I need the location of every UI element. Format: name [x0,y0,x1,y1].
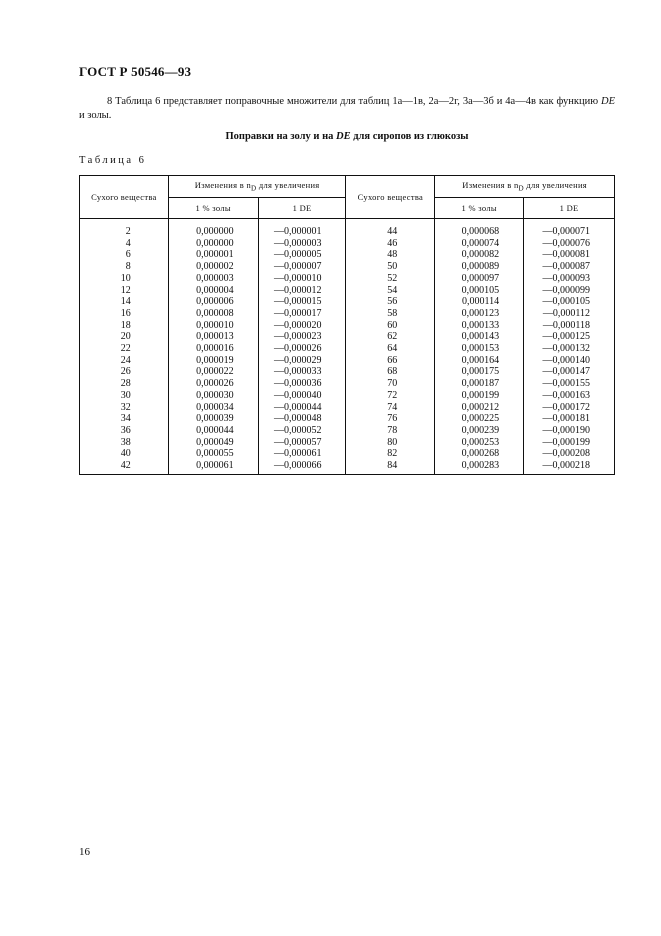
header-change-left [168,176,346,198]
table-cell: 34 [80,413,169,425]
table-cell: 14 [80,296,169,308]
table-cell: —0,000118 [524,320,615,332]
header-change-right [435,176,615,198]
table-cell: —0,000208 [524,448,615,460]
table-cell: 0,000030 [168,390,258,402]
table-cell: 58 [346,308,435,320]
table-cell: 78 [346,425,435,437]
corrections-table [79,175,615,475]
table-cell: 0,000026 [168,378,258,390]
table-row [80,413,615,425]
header-change-tail: для увеличения [256,180,320,191]
table-caption [79,131,615,142]
caption-text: Поправки на золу и на [225,131,337,142]
table-cell: 82 [346,448,435,460]
table-cell: 6 [80,249,169,261]
table-cell: 72 [346,390,435,402]
table-cell: 12 [80,285,169,297]
table-cell: 0,000199 [435,390,524,402]
table-cell: 50 [346,261,435,273]
table-cell: —0,000012 [258,285,346,297]
table-cell: 62 [346,331,435,343]
table-cell: —0,000199 [524,437,615,449]
table-row [80,238,615,250]
table-cell: —0,000105 [524,296,615,308]
table-cell: 0,000082 [435,249,524,261]
table-cell: —0,000071 [524,219,615,238]
header-change-tail: для увеличения [523,180,588,191]
table-cell: 42 [80,460,169,474]
caption-tail: для сиропов из глюкозы [350,131,469,142]
table-cell: 0,000114 [435,296,524,308]
table-cell: 0,000013 [168,331,258,343]
table-row [80,273,615,285]
table-cell: —0,000218 [524,460,615,474]
table-cell: 52 [346,273,435,285]
table-cell: 32 [80,402,169,414]
table-cell: 0,000187 [435,378,524,390]
table-cell: 0,000175 [435,366,524,378]
table-cell: 0,000153 [435,343,524,355]
table-cell: —0,000010 [258,273,346,285]
table-cell: —0,000132 [524,343,615,355]
table-cell: —0,000023 [258,331,346,343]
table-cell: 18 [80,320,169,332]
table-cell: 40 [80,448,169,460]
table-row [80,320,615,332]
table-cell: 0,000283 [435,460,524,474]
table-cell: —0,000155 [524,378,615,390]
table-cell: —0,000003 [258,238,346,250]
header-change-text: Изменения в n [462,180,519,191]
table-cell: 60 [346,320,435,332]
table-cell: 0,000039 [168,413,258,425]
table-cell: 0,000022 [168,366,258,378]
table-cell: —0,000066 [258,460,346,474]
table-cell: 8 [80,261,169,273]
table-cell: —0,000099 [524,285,615,297]
table-row [80,219,615,238]
table-row [80,261,615,273]
table-cell: —0,000017 [258,308,346,320]
header-change-text: Изменения в n [194,180,252,191]
table-cell: 70 [346,378,435,390]
table-row [80,331,615,343]
subheader-de-left: 1 DE [258,198,346,219]
table-row [80,308,615,320]
table-cell: 66 [346,355,435,367]
table-cell: —0,000163 [524,390,615,402]
table-cell: 0,000016 [168,343,258,355]
table-cell: —0,000036 [258,378,346,390]
table-cell: 0,000225 [435,413,524,425]
table-cell: 0,000133 [435,320,524,332]
table-cell: 28 [80,378,169,390]
table-cell: 4 [80,238,169,250]
table-cell: —0,000147 [524,366,615,378]
table-cell: 30 [80,390,169,402]
table-cell: —0,000093 [524,273,615,285]
table-cell: —0,000052 [258,425,346,437]
table-cell: 16 [80,308,169,320]
table-cell: 0,000123 [435,308,524,320]
table-cell: 0,000143 [435,331,524,343]
table-cell: 0,000006 [168,296,258,308]
subheader-de-right: 1 DE [524,198,615,219]
table-cell: 74 [346,402,435,414]
table-cell: 84 [346,460,435,474]
table-cell: 26 [80,366,169,378]
table-cell: 0,000044 [168,425,258,437]
header-change-sub: D [251,184,257,193]
table-body [80,219,615,475]
header-change-sub: D [518,184,524,193]
table-cell: —0,000112 [524,308,615,320]
table-cell: 0,000097 [435,273,524,285]
caption-italic: DE [336,131,351,142]
table-cell: 0,000089 [435,261,524,273]
table-cell: 0,000061 [168,460,258,474]
table-cell: 0,000212 [435,402,524,414]
table-cell: 36 [80,425,169,437]
table-cell: 44 [346,219,435,238]
table-row [80,296,615,308]
table-cell: —0,000057 [258,437,346,449]
table-row [80,343,615,355]
table-row [80,366,615,378]
table-cell: —0,000007 [258,261,346,273]
table-cell: 64 [346,343,435,355]
table-cell: —0,000026 [258,343,346,355]
table-cell: 10 [80,273,169,285]
table-cell: 0,000074 [435,238,524,250]
table-row [80,390,615,402]
table-cell: —0,000061 [258,448,346,460]
table-cell: —0,000020 [258,320,346,332]
subheader-ash-left: 1 % золы [168,198,258,219]
table-row [80,437,615,449]
table-cell: —0,000044 [258,402,346,414]
table-cell: —0,000087 [524,261,615,273]
table-cell: —0,000190 [524,425,615,437]
table-cell: 2 [80,219,169,238]
table-row [80,285,615,297]
table-cell: —0,000005 [258,249,346,261]
table-cell: 0,000253 [435,437,524,449]
table-cell: 0,000164 [435,355,524,367]
header-dry-matter-right: Сухого вещества [346,176,435,219]
paragraph-8 [79,95,615,123]
table-cell: —0,000040 [258,390,346,402]
table-row [80,378,615,390]
table-cell: 0,000000 [168,238,258,250]
table-cell: —0,000181 [524,413,615,425]
table-row [80,460,615,474]
table-cell: 0,000034 [168,402,258,414]
table-row [80,355,615,367]
table-cell: 24 [80,355,169,367]
table-cell: 56 [346,296,435,308]
table-cell: —0,000172 [524,402,615,414]
table-cell: 0,000002 [168,261,258,273]
table-cell: —0,000029 [258,355,346,367]
table-cell: 0,000008 [168,308,258,320]
table-cell: 0,000000 [168,219,258,238]
table-cell: 68 [346,366,435,378]
table-cell: —0,000015 [258,296,346,308]
table-cell: 0,000055 [168,448,258,460]
table-cell: —0,000125 [524,331,615,343]
table-cell: —0,000001 [258,219,346,238]
table-cell: 54 [346,285,435,297]
header-dry-matter-left: Сухого вещества [80,176,169,219]
table-cell: 0,000105 [435,285,524,297]
subheader-ash-right: 1 % золы [435,198,524,219]
table-cell: —0,000081 [524,249,615,261]
paragraph-italic: DE [601,96,615,107]
table-row [80,249,615,261]
table-cell: 80 [346,437,435,449]
table-cell: 20 [80,331,169,343]
paragraph-text: 8 Таблица 6 представляет поправочные множители для таблиц 1а—1в, 2а—2г, 3а—3б и 4а—4в как функцию [107,96,601,107]
table-label: Таблица 6 [79,155,147,166]
table-cell: 0,000239 [435,425,524,437]
table-cell: —0,000140 [524,355,615,367]
table-cell: 38 [80,437,169,449]
table-cell: 0,000003 [168,273,258,285]
table-cell: 0,000019 [168,355,258,367]
table-cell: —0,000076 [524,238,615,250]
table-cell: 46 [346,238,435,250]
table-row [80,448,615,460]
table-cell: 48 [346,249,435,261]
page-number: 16 [79,846,90,858]
table-cell: 0,000010 [168,320,258,332]
table-cell: 0,000068 [435,219,524,238]
table-cell: —0,000033 [258,366,346,378]
table-cell: —0,000048 [258,413,346,425]
table-row [80,425,615,437]
table-cell: 76 [346,413,435,425]
paragraph-tail: и золы. [79,110,112,121]
table-cell: 0,000001 [168,249,258,261]
table-row [80,402,615,414]
table-cell: 0,000049 [168,437,258,449]
table-cell: 22 [80,343,169,355]
table-cell: 0,000268 [435,448,524,460]
table-cell: 0,000004 [168,285,258,297]
document-header: ГОСТ Р 50546—93 [79,64,192,79]
